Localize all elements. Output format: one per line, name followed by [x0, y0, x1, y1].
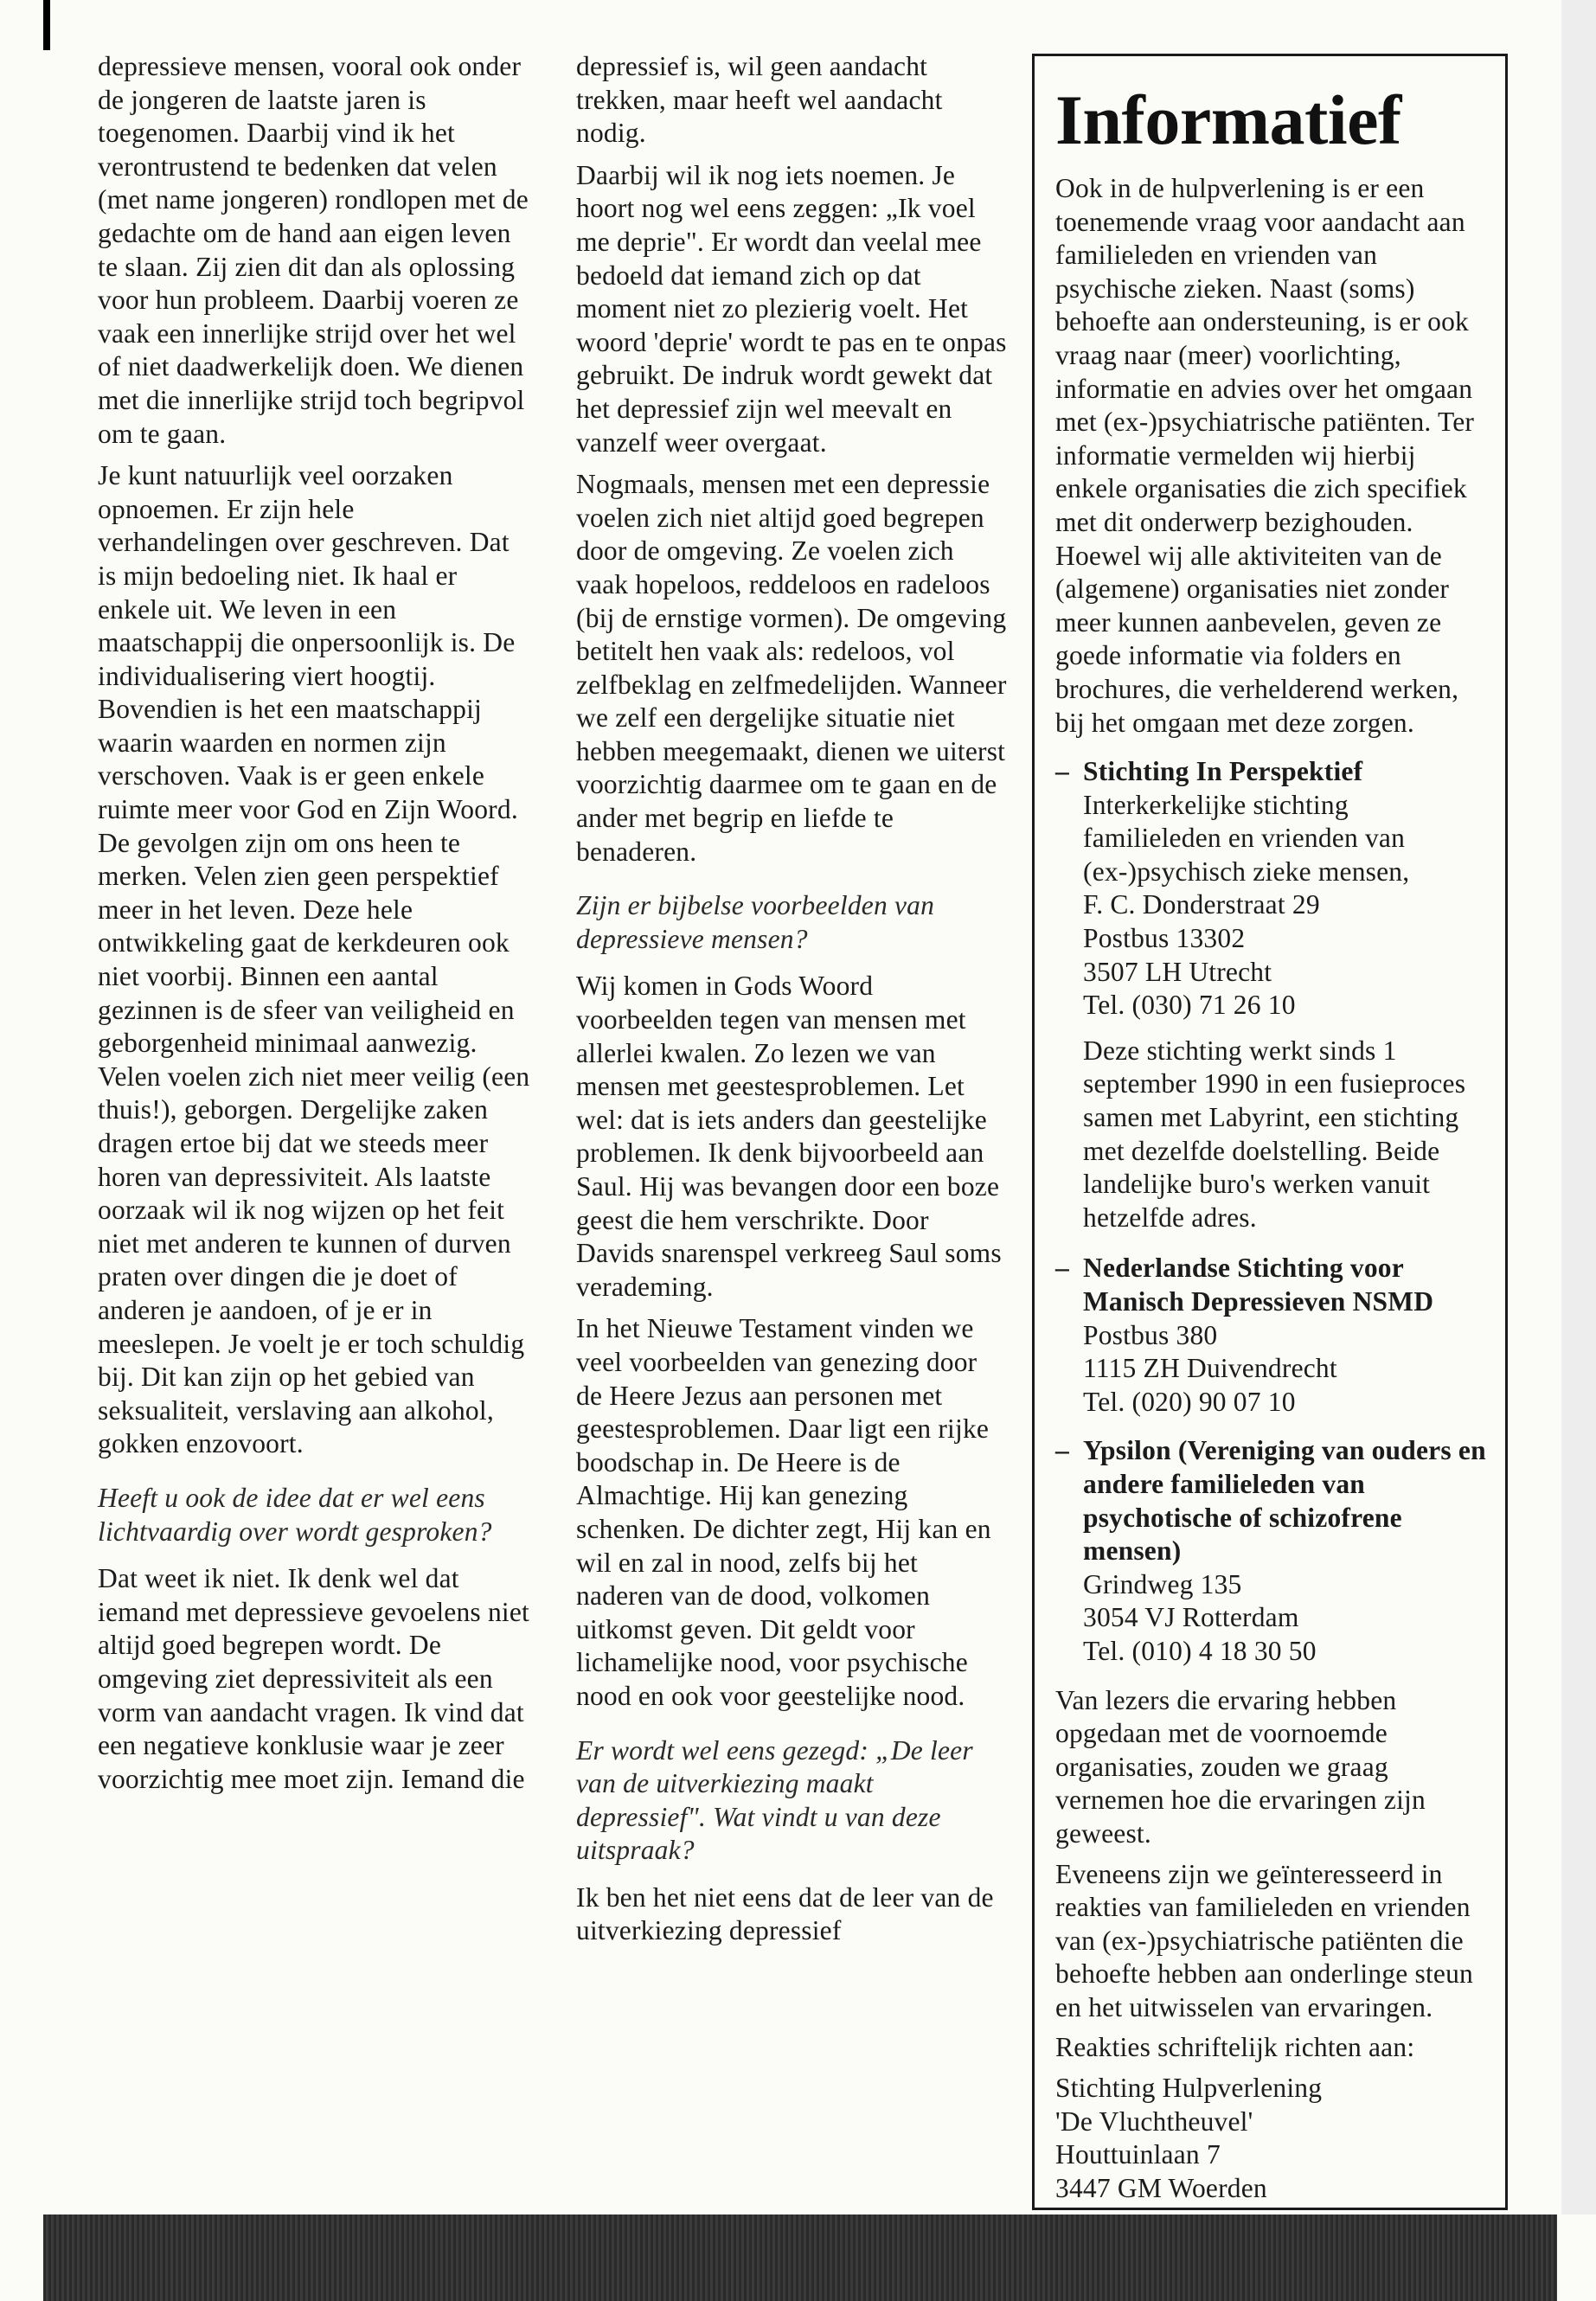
- paragraph: Dat weet ik niet. Ik denk wel dat iemand met depressieve gevoelens niet altijd goed begrepen wordt. De omgeving ziet depressiviteit als een vorm van aandacht vragen. Ik vind dat een negatieve konklusie waar je zeer voorzichtig mee moet zijn. Iemand die: [98, 1563, 529, 1794]
- address-line: 3507 LH Utrecht: [1083, 956, 1272, 987]
- text-column-1: [98, 50, 530, 1804]
- interview-question: Heeft u ook de idee dat er wel eens lichtvaardig over wordt gesproken?: [98, 1482, 492, 1547]
- sidebar-intro: Ook in de hulpverlening is er een toenemende vraag voor aandacht aan familieleden en vrienden van psychische zieken. Naast (soms) behoefte aan ondersteuning, is er ook vraag naar (meer) voorlichting, informatie en advies over het omgaan met (ex-)psychiatrische patiënten. Ter informatie vermelden wij hierbij enkele organisaties die zich specifiek met dit onderwerp bezighouden. Hoewel wij alle aktiviteiten van de (algemene) organisaties niet zonder meer kunnen aanbevelen, geven ze goede informatie via folders en brochures, die verhelderend werken, bij het omgaan met deze zorgen.: [1055, 173, 1475, 738]
- contact-line: 3447 GM Woerden: [1055, 2172, 1267, 2203]
- paragraph: depressief is, wil geen aandacht trekken, maar heeft wel aandacht nodig.: [576, 51, 943, 149]
- organization-name: Nederlandse Stichting voor Manisch Depressieven NSMD: [1083, 1253, 1434, 1317]
- organization-entry: [1055, 1434, 1486, 1668]
- page-edge: [1561, 0, 1596, 2214]
- contact-line: Houttuinlaan 7: [1055, 2139, 1221, 2170]
- address-line: Postbus 380: [1083, 1319, 1218, 1350]
- text-column-2: [576, 50, 1009, 1957]
- contact-intro: Reakties schriftelijk richten aan:: [1055, 2032, 1415, 2063]
- address-line: Grindweg 135: [1083, 1568, 1242, 1599]
- dash-bullet: –: [1055, 1435, 1069, 1466]
- contact-line: Stichting Hulpverlening: [1055, 2073, 1323, 2104]
- paragraph: depressieve mensen, vooral ook onder de jongeren de laatste jaren is toegenomen. Daarbij vind ik het verontrustend te bedenken dat velen (met name jongeren) rondlopen met de gedachte om de hand aan eigen leven te slaan. Zij zien dit dan als oplossing voor hun probleem. Daarbij voeren ze vaak een innerlijke strijd over het wel of niet daadwerkelijk doen. We dienen met die innerlijke strijd toch begripvol om te gaan.: [98, 51, 529, 449]
- sidebar-title: Informatief: [1055, 80, 1401, 159]
- closing-paragraph: Van lezers die ervaring hebben opgedaan met de voornoemde organisaties, zouden we graag vernemen hoe die ervaringen zijn geweest.: [1055, 1684, 1426, 1849]
- page-footer-bar: [43, 2214, 1557, 2301]
- organization-name: Stichting In Perspektief: [1083, 756, 1363, 787]
- interview-question: Zijn er bijbelse voorbeelden van depressieve mensen?: [576, 890, 935, 954]
- phone-line: Tel. (030) 71 26 10: [1083, 990, 1296, 1021]
- paragraph: Je kunt natuurlijk veel oorzaken opnoemen. Er zijn hele verhandelingen over geschreven. Dat is mijn bedoeling niet. Ik haal er enkele uit. We leven in een maatschappij die onpersoonlijk is. De individualisering viert hoogtij. Bovendien is het een maatschappij waarin waarden en normen zijn verschoven. Vaak is er geen enkele ruimte meer voor God en Zijn Woord. De gevolgen zijn om ons heen te merken. Velen zien geen perspektief meer in het leven. Deze hele ontwikkeling gaat de kerkdeuren ook niet voorbij. Binnen een aantal gezinnen is de sfeer van veiligheid en geborgenheid minimaal aanwezig. Velen voelen zich niet meer veilig (een thuis!), geborgen. Dergelijke zaken dragen ertoe bij dat we steeds meer horen van depressiviteit. Als laatste oorzaak wil ik nog wijzen op het feit niet met anderen te kunnen of durven praten over dingen die je doet of anderen je aandoen, of je er in meeslepen. Je voelt je er toch schuldig bij. Dit kan zijn op het gebied van seksualiteit, verslaving aan alkohol, gokken enzovoort.: [98, 460, 530, 1459]
- phone-line: Tel. (010) 4 18 30 50: [1083, 1635, 1317, 1666]
- paragraph: In het Nieuwe Testament vinden we veel voorbeelden van genezing door de Heere Jezus aan personen met geestesproblemen. Daar ligt een rijke boodschap in. De Heere is de Almachtige. Hij kan genezing schenken. De dichter zegt, Hij kan en wil en zal in nood, zelfs bij het naderen van de dood, volkomen uitkomst geven. Dit geldt voor lichamelijke nood, voor psychische nood en ook voor geestelijke nood.: [576, 1313, 991, 1711]
- info-sidebar: [1032, 54, 1508, 2210]
- organization-entry: [1055, 755, 1486, 1022]
- address-line: F. C. Donderstraat 29: [1083, 889, 1320, 920]
- organization-entry: [1055, 1252, 1486, 1419]
- organization-note: Deze stichting werkt sinds 1 september 1990 in een fusieproces samen met Labyrint, een stichting met dezelfde doelstelling. Beide landelijke buro's werken vanuit hetzelfde adres.: [1083, 1035, 1466, 1233]
- address-line: Postbus 13302: [1083, 923, 1246, 954]
- dash-bullet: –: [1055, 1253, 1069, 1284]
- address-line: 1115 ZH Duivendrecht: [1083, 1353, 1337, 1384]
- margin-rule: [43, 0, 50, 50]
- contact-line: 'De Vluchtheuvel': [1055, 2106, 1253, 2137]
- interview-question: Er wordt wel eens gezegd: „De leer van de uitverkiezing maakt depressief". Wat vindt u van deze uitspraak?: [576, 1734, 973, 1866]
- paragraph: Nogmaals, mensen met een depressie voelen zich niet altijd goed begrepen door de omgeving. Ze voelen zich vaak hopeloos, reddeloos en radeloos (bij de ernstige vormen). De omgeving betitelt hen vaak als: redeloos, vol zelfbeklag en zelfmedelijden. Wanneer we zelf een dergelijke situatie niet hebben meegemaakt, dienen we uiterst voorzichtig daarmee om te gaan en de ander met begrip en liefde te benaderen.: [576, 469, 1007, 867]
- paragraph: Daarbij wil ik nog iets noemen. Je hoort nog wel eens zeggen: „Ik voel me deprie". Er wordt dan veelal mee bedoeld dat iemand zich op dat moment niet zo plezierig voelt. Het woord 'deprie' wordt te pas en te onpas gebruikt. De indruk wordt gewekt dat het depressief zijn wel meevalt en vanzelf weer overgaat.: [576, 159, 1007, 458]
- address-line: 3054 VJ Rotterdam: [1083, 1602, 1299, 1633]
- address-line: Interkerkelijke stichting familieleden en vrienden van (ex-)psychisch zieke mensen,: [1083, 789, 1410, 887]
- paragraph: Ik ben het niet eens dat de leer van de uitverkiezing depressief: [576, 1881, 994, 1946]
- dash-bullet: –: [1055, 756, 1069, 787]
- organization-name: Ypsilon (Vereniging van ouders en andere familieleden van psychotische of schizofrene mensen): [1083, 1435, 1486, 1567]
- phone-line: Tel. (020) 90 07 10: [1083, 1386, 1296, 1417]
- closing-paragraph: Eveneens zijn we geïnteresseerd in reakties van familieleden en vrienden van (ex-)psychiatrische patiënten die behoefte hebben aan onderlinge steun en het uitwisselen van ervaringen.: [1055, 1858, 1474, 2022]
- paragraph: Wij komen in Gods Woord voorbeelden tegen van mensen met allerlei kwalen. Zo lezen we van mensen met geestesproblemen. Let wel: dat is iets anders dan geestelijke problemen. Ik denk bijvoorbeeld aan Saul. Hij was bevangen door een boze geest die hem verschrikte. Door Davids snarenspel verkreeg Saul soms verademing.: [576, 971, 1002, 1302]
